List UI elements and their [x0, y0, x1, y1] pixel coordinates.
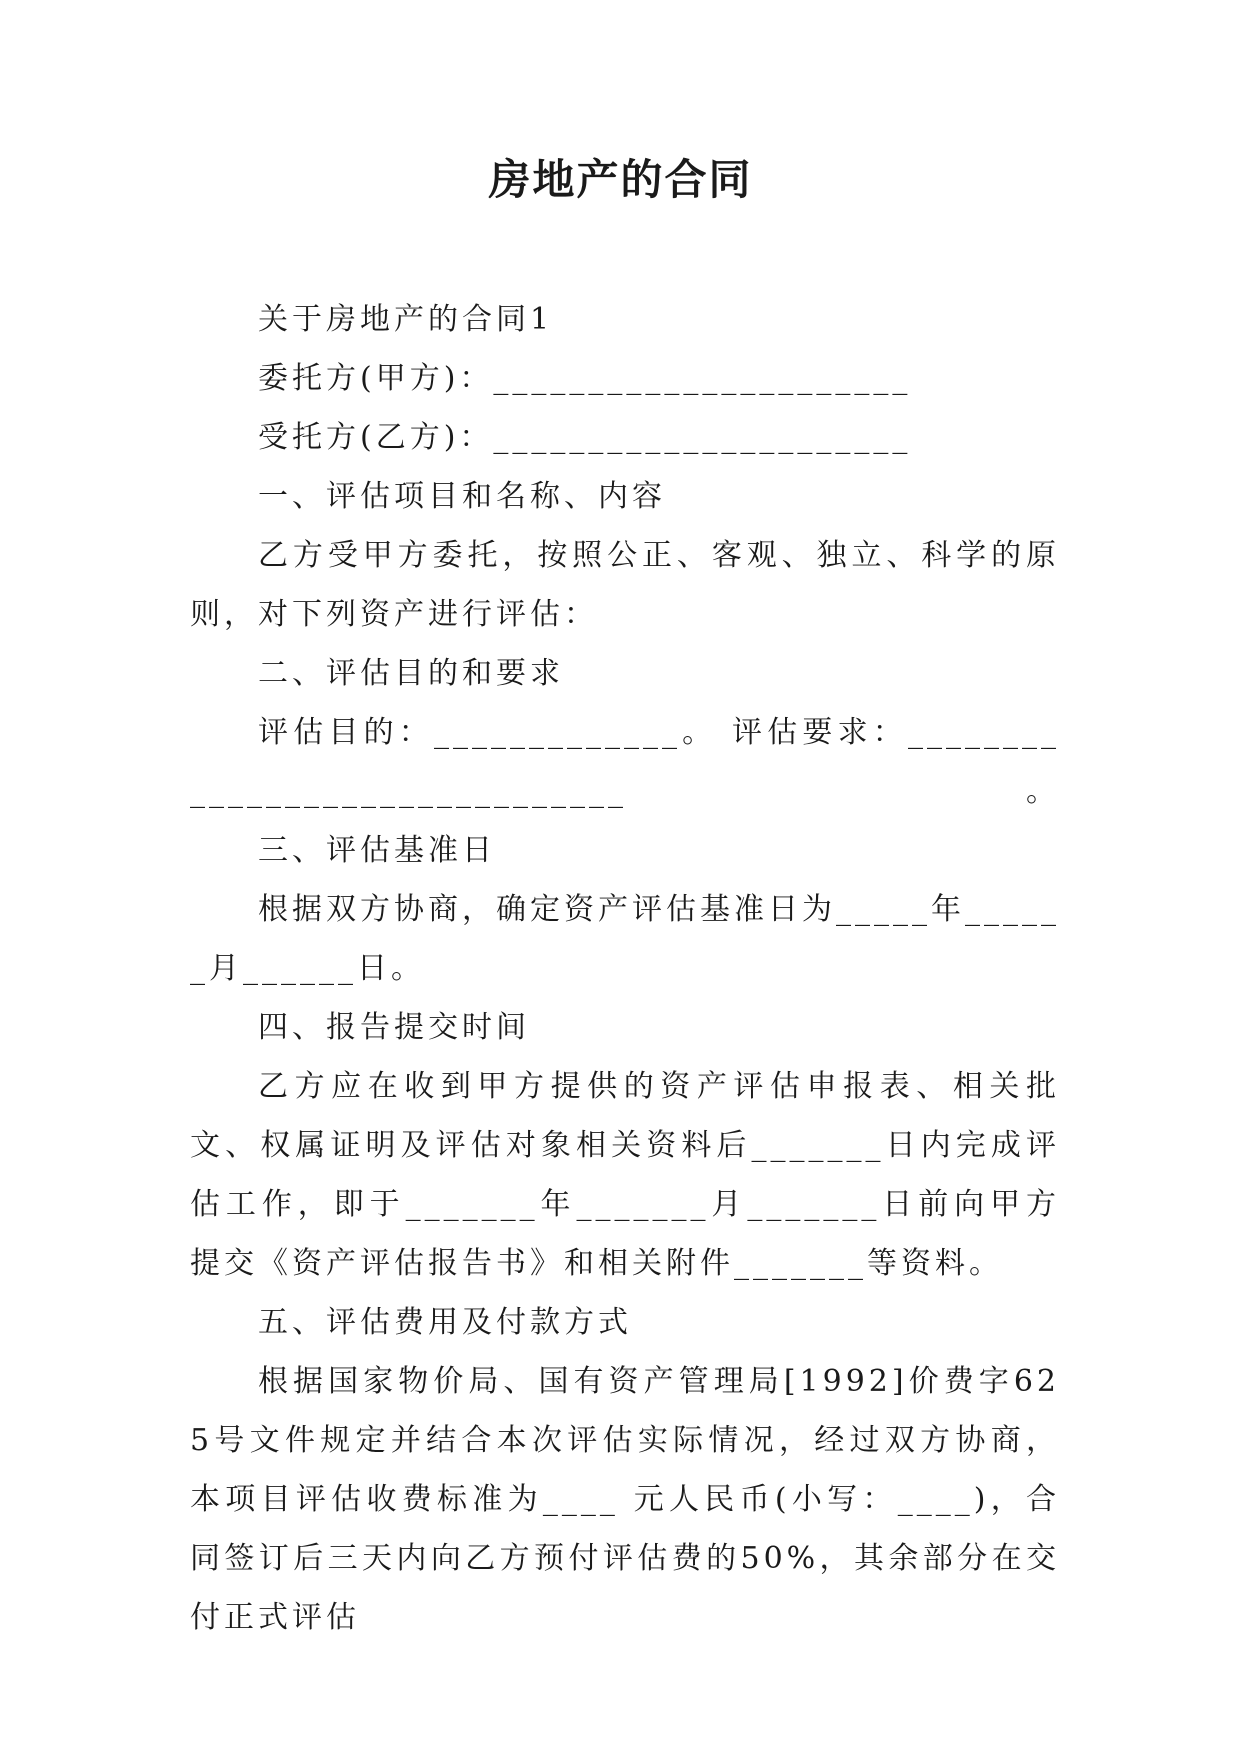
- section-4-heading: 四、报告提交时间: [258, 1010, 530, 1045]
- section-2-text: 评估目的：_____________。 评估要求：_______________________________。: [190, 715, 1060, 809]
- section-4-text: 乙方应在收到甲方提供的资产评估申报表、相关批文、权属证明及评估对象相关资料后_______日内完成评估工作，即于_______年_______月_______日前向甲方提交《资产评估报告书》和相关附件_______等资料。: [190, 1069, 1060, 1281]
- section-3-heading: 三、评估基准日: [258, 833, 496, 868]
- document-body: [190, 290, 1060, 1647]
- contract-heading: 关于房地产的合同1: [258, 302, 554, 337]
- section-3-text: 根据双方协商，确定资产评估基准日为_____年______月______日。: [190, 892, 1060, 986]
- section-5-heading: 五、评估费用及付款方式: [258, 1305, 632, 1340]
- section-1-text: 乙方受甲方委托，按照公正、客观、独立、科学的原则，对下列资产进行评估：: [190, 538, 1060, 632]
- trustee-party-b-line: 受托方(乙方)：______________________: [258, 420, 912, 455]
- document-title: 房地产的合同: [488, 155, 753, 204]
- client-party-a-line: 委托方(甲方)：______________________: [258, 361, 912, 396]
- section-2-heading: 二、评估目的和要求: [258, 656, 564, 691]
- section-1-heading: 一、评估项目和名称、内容: [258, 479, 666, 514]
- section-5-text: 根据国家物价局、国有资产管理局[1992]价费字625号文件规定并结合本次评估实际情况，经过双方协商，本项目评估收费标准为____ 元人民币(小写：____)，合同签订后三天内向乙方预付评估费的50%，其余部分在交付正式评估: [190, 1364, 1060, 1635]
